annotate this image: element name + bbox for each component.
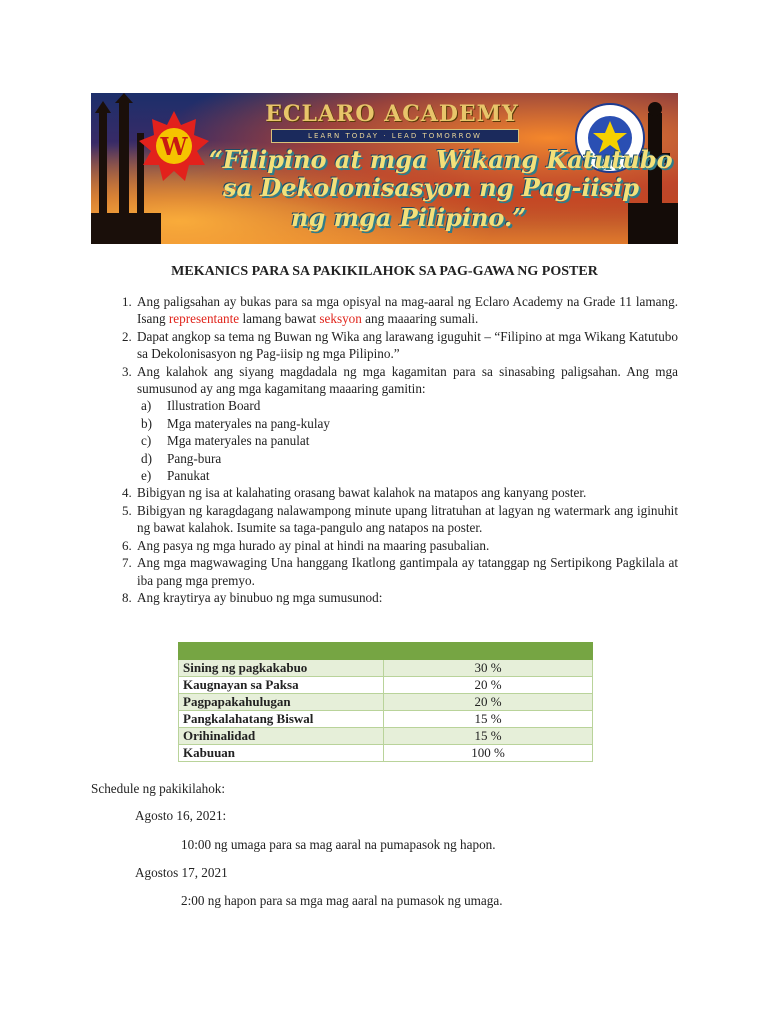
criterion-value: 15 % — [384, 728, 593, 745]
material-item — [141, 397, 678, 414]
schedule-time-2: 2:00 ng hapon para sa mga mag aaral na pumasok ng umaga. — [181, 893, 503, 908]
material-item — [141, 415, 678, 432]
material-letter: c) — [141, 433, 152, 449]
theme-line-3: ng mga Pilipino.” — [291, 203, 527, 232]
academy-name: ECLARO ACADEMY — [265, 101, 519, 127]
material-item — [141, 432, 678, 449]
rule-item — [135, 502, 678, 537]
rule-item — [135, 484, 678, 501]
table-header-row — [179, 643, 593, 660]
rule-item — [135, 363, 678, 485]
criterion-name: Pangkalahatang Biswal — [179, 711, 384, 728]
criterion-name: Pagpapakahulugan — [179, 694, 384, 711]
material-letter: d) — [141, 450, 152, 466]
rule-item — [135, 537, 678, 554]
criterion-value: 20 % — [384, 677, 593, 694]
table-row — [179, 677, 593, 694]
rule-1-highlight-seksyon: seksyon — [319, 311, 362, 327]
rule-item — [135, 328, 678, 363]
criterion-name: Kaugnayan sa Paksa — [179, 677, 384, 694]
table-header-cell — [384, 643, 593, 660]
criterion-name: Kabuuan — [179, 745, 384, 762]
schedule-date-1: Agosto 16, 2021: — [135, 808, 227, 823]
table-header-cell — [179, 643, 384, 660]
rule-4-text: Bibigyan ng isa at kalahating orasang bawat kalahok na matapos ang kanyang poster. — [137, 485, 587, 501]
materials-list — [137, 397, 678, 484]
rule-item — [135, 293, 678, 328]
table-row — [179, 711, 593, 728]
criterion-name: Sining ng pagkakabuo — [179, 660, 384, 677]
criterion-name: Orihinalidad — [179, 728, 384, 745]
criterion-value: 20 % — [384, 694, 593, 711]
material-letter: b) — [141, 415, 152, 431]
material-text: Panukat — [167, 468, 210, 484]
rule-6-text: Ang pasya ng mga hurado ay pinal at hindi na maaring pasubalian. — [137, 537, 490, 553]
seal-letter: W — [160, 132, 188, 161]
material-text: Pang-bura — [167, 450, 222, 466]
material-text: Illustration Board — [167, 398, 261, 414]
criterion-value: 30 % — [384, 660, 593, 677]
criterion-value: 15 % — [384, 711, 593, 728]
rule-8-text: Ang kraytirya ay binubuo ng mga sumusunod: — [137, 589, 383, 605]
schedule-time-1: 10:00 ng umaga para sa mag aaral na pumapasok ng hapon. — [181, 837, 496, 852]
table-row — [179, 694, 593, 711]
table-row — [179, 745, 593, 762]
header-banner — [91, 93, 678, 244]
schedule-label: Schedule ng pakikilahok: — [91, 781, 226, 796]
material-letter: a) — [141, 398, 152, 414]
material-text: Mga materyales na pang-kulay — [167, 415, 330, 431]
material-item — [141, 450, 678, 467]
material-text: Mga materyales na panulat — [167, 433, 310, 449]
rule-item — [135, 589, 678, 606]
schedule-date-2: Agostos 17, 2021 — [135, 865, 228, 880]
theme-line-2: sa Dekolonisasyon ng Pag-iisip — [223, 173, 640, 202]
school-seal-icon — [139, 111, 209, 181]
rule-1-text-c: ang maaaring sumali. — [361, 311, 479, 327]
mechanics-list — [91, 293, 678, 606]
table-row — [179, 728, 593, 745]
rule-7-text: Ang mga magwawaging Una hanggang Ikatlong gantimpala ay tatanggap ng Sertipikong Pagkilala at iba pang mga premyo. — [137, 555, 678, 588]
rule-5-text: Bibigyan ng karagdagang nalawampong minute upang litratuhan at lagyan ng watermark ang iginuhit ng bawat kalahok. Isumite sa taga-pangulo ang natapos na poster. — [137, 502, 678, 536]
material-item — [141, 467, 678, 484]
rule-1-text-a: Ang paligsahan ay bukas para sa mga opisyal na mag-aaral ng Eclaro Academy na Grade 11 lamang. Isang — [137, 294, 678, 327]
rule-3-text: Ang kalahok ang siyang magdadala ng mga kagamitan para sa sinasabing paligsahan. Ang mga sumusunod ay ang mga kagamitang maaaring gamitin: — [137, 363, 678, 397]
rule-1-highlight-representante: representante — [168, 311, 240, 327]
rule-item — [135, 554, 678, 589]
criterion-value: 100 % — [384, 745, 593, 762]
theme-line-1: “Filipino at mga Wikang Katutubo — [209, 145, 673, 174]
table-row — [179, 660, 593, 677]
rule-2-text: Dapat angkop sa tema ng Buwan ng Wika ang larawang iguguhit – “Filipino at mga Wikang Katutubo sa Dekolonisasyon ng Pag-iisip ng mga Pilipino.” — [137, 328, 678, 362]
academy-tagline: LEARN TODAY · LEAD TOMORROW — [271, 129, 519, 143]
material-letter: e) — [141, 468, 152, 484]
document-title: MEKANICS PARA SA PAKIKILAHOK SA PAG-GAWA NG POSTER — [171, 264, 598, 279]
rule-1-text-b: lamang bawat — [239, 311, 320, 327]
criteria-table — [178, 642, 593, 762]
